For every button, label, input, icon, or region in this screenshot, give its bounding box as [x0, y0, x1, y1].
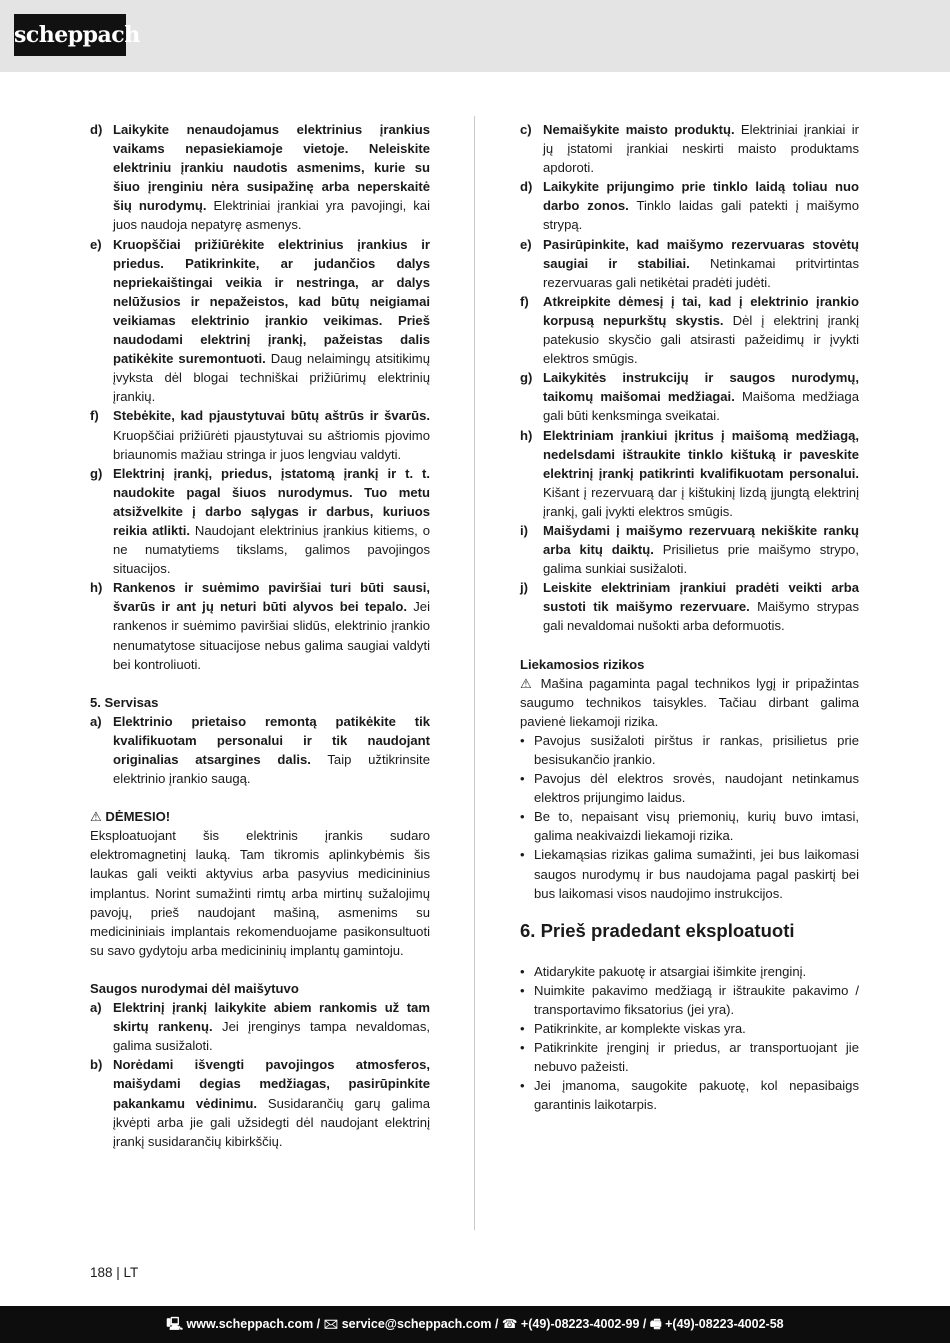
startup-step: • Nuimkite pakavimo medžiagą ir ištraukite pakavimo / transportavimo fiksatorius (jei yra).: [520, 981, 859, 1019]
mixer-item-f: f) Atkreipkite dėmesį į tai, kad į elektrinio įrankio korpusą nepurkštų skystis. Dėl į elektrinį įrankį patekusio skysčio gali atsirasti pažeidimų ir įvykti elektros smūgis.: [520, 293, 859, 367]
residual-risks-intro: ⚠ Mašina pagaminta pagal technikos lygį ir pripažintas saugumo technikos taisykles. Tačiau dirbant galima pavienė liekamoji rizika.: [520, 675, 859, 729]
startup-step: • Patikrinkite, ar komplekte viskas yra.: [520, 1019, 859, 1038]
mixer-item-j: j) Leiskite elektriniam įrankiui pradėti veikti arba sustoti tik maišymo rezervuare. Maišymo strypas gali nevaldomai nušokti arba deformuotis.: [520, 580, 859, 634]
page-footer: [0, 1306, 950, 1343]
risk-item: • Pavojus dėl elektros srovės, naudojant netinkamus elektros prijungimo laidus.: [520, 769, 859, 807]
attention-text: Eksploatuojant šis elektrinis įrankis sudaro elektromagnetinį lauką. Tam tikromis aplinkybėmis šis laukas gali veikti aktyvius arba pasyvius medicininius implantus. Norint sumažinti rimtų arba mirtinų sužalojimų pavojų, prieš naudojant mašiną, asmenims su medicininiais implantais rekomenduojame pasikonsultuoti su savo gydytoju arba medicininių implantų gamintoju.: [90, 828, 430, 958]
section-6-heading: 6. Prieš pradedant eksploatuoti: [520, 919, 795, 941]
mixer-item-g: g) Laikykitės instrukcijų ir saugos nurodymų, taikomų maišomai medžiagai. Maišoma medžiaga gali būti kenksminga sveikatai.: [520, 370, 859, 424]
safety-item-f: f) Stebėkite, kad pjaustytuvai būtų aštrūs ir švarūs. Kruopščiai prižiūrėti pjaustytuvai su aštriomis pjovimo briaunomis mažiau stringa ir juos lengviau valdyti.: [90, 408, 430, 462]
startup-step: • Patikrinkite įrenginį ir priedus, ar transportuojant jie nebuvo pažeisti.: [520, 1038, 859, 1076]
left-column: [90, 120, 430, 1151]
page-number: 188 | LT: [90, 1265, 139, 1280]
safety-item-d: d) Laikykite nenaudojamus elektrinius įrankius vaikams nepasiekiamoje vietoje. Neleiskite elektriniu įrankiu naudotis asmenims, kurie su šiuo įrenginiu nėra susipažinę arba neperskaitė šių nurodymų. Elektriniai įrankiai yra pavojingi, kai juos naudoja nepatyrę asmenys.: [90, 122, 430, 233]
attention-heading: ⚠ DĖMESIO!: [90, 809, 171, 825]
mixer-item-d: d) Laikykite prijungimo prie tinklo laidą toliau nuo darbo zonos. Tinklo laidas gali patekti į maišymo strypą.: [520, 179, 859, 233]
mixer-item-b: b) Norėdami išvengti pavojingos atmosferos, maišydami degias medžiagas, pasirūpinkite pakankamu vėdinimu. Susidarančių garų galima įkvėpti arba jie gali užsidegti dėl naudojant elektrinį įrankį susidarančių kibirkščių.: [90, 1057, 430, 1149]
startup-step: • Atidarykite pakuotę ir atsargiai išimkite įrenginį.: [520, 962, 859, 981]
safety-item-g: g) Elektrinį įrankį, priedus, įstatomą įrankį ir t. t. naudokite pagal šiuos nurodymus. Tuo metu atsižvelkite į darbo sąlygas ir darbus, kuriuos reikia atlikti. Naudojant elektrinius įrankius kitiems, o ne numatytiems tikslams, galimos pavojingos situacijos.: [90, 465, 430, 577]
mixer-item-e: e) Pasirūpinkite, kad maišymo rezervuaras stovėtų saugiai ir stabiliai. Netinkamai pritvirtintas rezervuaras gali netikėtai pradėti judėti.: [520, 236, 859, 290]
risk-item: • Be to, nepaisant visų priemonių, kurių buvo imtasi, galima neakivaizdi liekamoji rizika.: [520, 807, 859, 845]
safety-item-e: e) Kruopščiai prižiūrėkite elektrinius įrankius ir priedus. Patikrinkite, ar judančios dalys nepriekaištingai veikia ir nestringa, ar dalys nelūžusios ir nepažeistos, kad būtų neigiamai veikiamas elektrinio įrankio veikimas. Prieš naudodami elektrinį įrankį, pažeistas dalis patikėkite suremontuoti. Daug nelaimingų atsitikimų įvyksta dėl blogai techniškai prižiūrimų elektrinių įrankių.: [90, 236, 430, 405]
page-header: [0, 0, 950, 72]
mixer-item-c: c) Nemaišykite maisto produktų. Elektriniai įrankiai ir jų įstatomi įrankiai neskirti maisto produktams apdoroti.: [520, 122, 859, 176]
mixer-item-a: a) Elektrinį įrankį laikykite abiem rankomis už tam skirtų rankenų. Jei įrenginys tampa nevaldomas, galima susižaloti.: [90, 1000, 431, 1054]
footer-contact: 🖳 www.scheppach.com / 🖂 service@scheppach.com / ☎ +(49)-08223-4002-99 / 🖷 +(49)-08223-4002-58: [166, 1317, 784, 1331]
startup-step: • Jei įmanoma, saugokite pakuotę, kol nepasibaigs garantinis laikotarpis.: [520, 1076, 859, 1114]
safety-item-h: h) Rankenos ir suėmimo paviršiai turi būti sausi, švarūs ir ant jų neturi būti alyvos bei tepalo. Jei rankenos ir suėmimo paviršiai slidūs, elektrinio įrankio nenumatytose situacijose nebus galima saugiai valdyti bei kontroliuoti.: [90, 580, 430, 672]
column-divider: [474, 116, 475, 1230]
service-heading: 5. Servisas: [90, 694, 159, 710]
scheppach-logo: scheppach: [14, 14, 126, 56]
risk-item: • Liekamąsias rizikas galima sumažinti, jei bus laikomasi saugos nurodymų ir bus naudojama pagal paskirtį bei bus laikomasi visos naudojimo instrukcijos.: [520, 845, 859, 902]
mixer-item-h: h) Elektriniam įrankiui įkritus į maišomą medžiagą, nedelsdami ištraukite tinklo kištuką ir paveskite elektrinį įrankį patikrinti kvalifikuotam personalui. Kišant į rezervuarą dar į kištukinį lizdą įjungtą elektrinį įrankį, gali įvykti elektros smūgis.: [520, 427, 859, 519]
mixer-item-i: i) Maišydami į maišymo rezervuarą nekiškite rankų arba kitų daiktų. Prisilietus prie maišymo strypo, galima sunkiai susižaloti.: [520, 522, 859, 577]
service-item-a: a) Elektrinio prietaiso remontą patikėkite tik kvalifikuotam personalui ir tik naudojant originalias atsargines dalis. Taip užtikrinsite elektrinio įrankio saugą.: [90, 713, 430, 787]
right-column: [520, 120, 859, 1115]
residual-risks-heading: Liekamosios rizikos: [520, 656, 645, 672]
mixer-safety-heading: Saugos nurodymai dėl maišytuvo: [90, 980, 299, 996]
risk-item: • Pavojus susižaloti pirštus ir rankas, prisilietus prie besisukančio įrankio.: [520, 731, 859, 769]
